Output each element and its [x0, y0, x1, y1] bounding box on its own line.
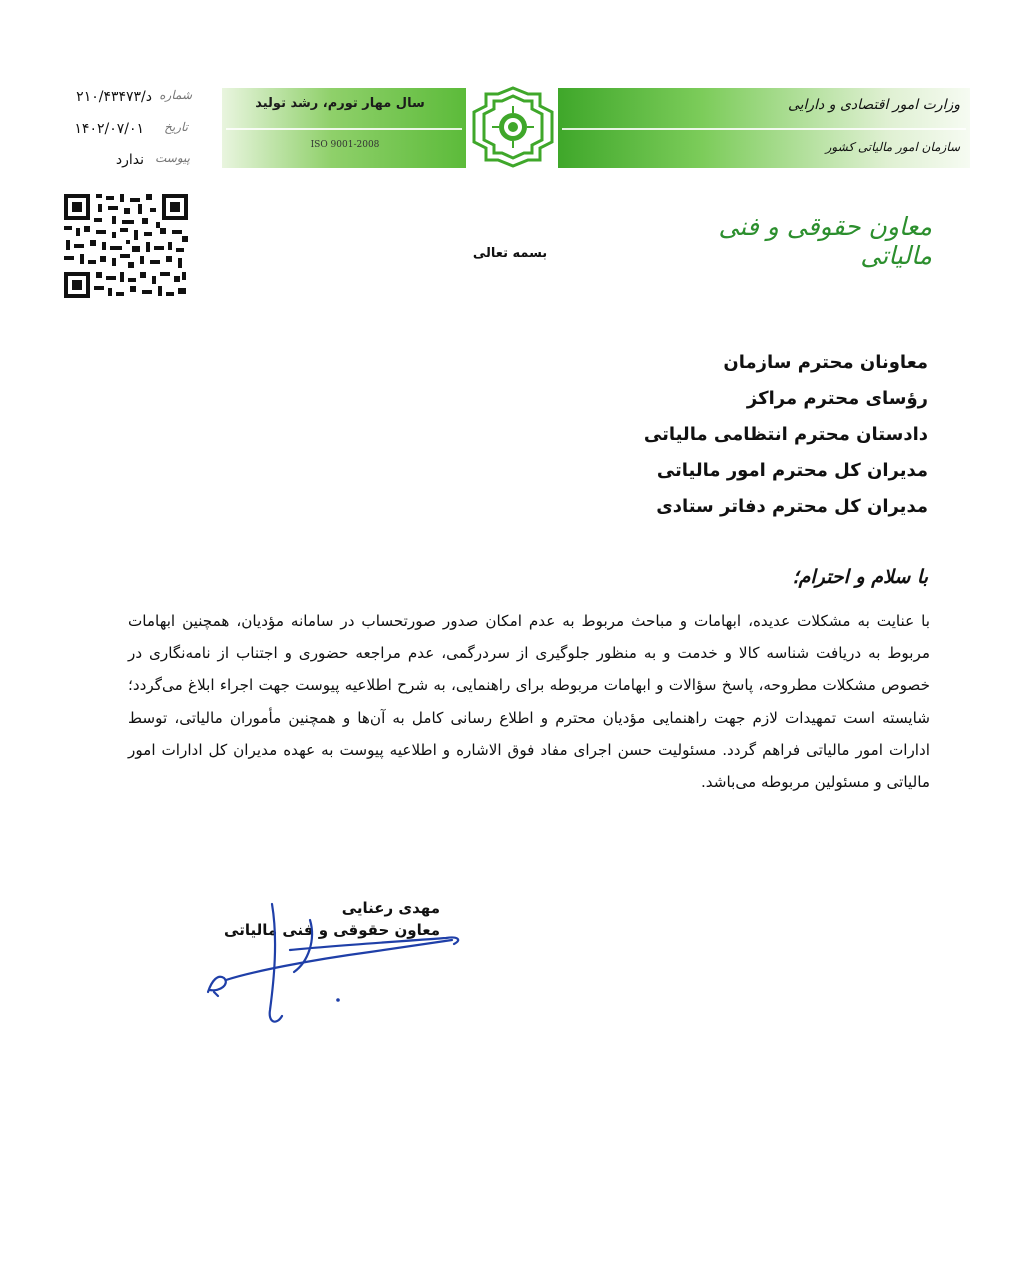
letter-body: با عنایت به مشکلات عدیده، ابهامات و مباحث مربوط به عدم امکان صدور صورتحساب در سامانه مؤدیان، همچنین ابهامات مربوط به دریافت شناسه کالا و خدمت و به منظور جلوگیری از سردرگمی، عدم مراجعه حضوری و اجتناب از نامه‌نگاری در خصوص مشکلات مطروحه، پاسخ سؤالات و ابهامات مربوطه برای راهنمایی، به شرح اطلاعیه پیوست جهت اجراء ابلاغ می‌گردد؛ شایسته است تمهیدات لازم جهت راهنمایی مؤدیان محترم و اطلاع رسانی کامل به آن‌ها و همچنین مأموران مالیاتی، توسط ادارات امور مالیاتی فراهم گردد. مسئولیت حسن اجرای مفاد فوق الاشاره و اطلاعیه پیوست به عهده مدیران کل ادارات امور مالیاتی و مسئولین مربوطه می‌باشد.: [128, 612, 930, 792]
handwritten-signature: [190, 880, 480, 1030]
tax-organization-emblem-icon: [468, 82, 558, 172]
ministry-name: وزارت امور اقتصادی و دارایی: [787, 97, 960, 113]
greeting: با سلام و احترام؛: [792, 566, 928, 588]
banner-divider: [562, 128, 966, 130]
letter-attachment: ندارد: [115, 152, 144, 168]
year-slogan: سال مهار تورم، رشد تولید: [255, 96, 425, 111]
letter-date-label: تاریخ: [164, 120, 188, 134]
banner-divider: [226, 128, 462, 130]
department-title: معاون حقوقی و فنی مالیاتی: [718, 212, 932, 270]
recipient-line: دادستان محترم انتظامی مالیاتی: [643, 424, 928, 445]
signer-name: مهدی رعنایی: [341, 899, 440, 917]
recipient-line: مدیران کل محترم امور مالیاتی: [656, 460, 928, 481]
signer-title: معاون حقوقی و فنی مالیاتی: [224, 921, 440, 939]
letter-number-label: شماره: [159, 88, 192, 102]
iso-certification: ISO 9001-2008: [310, 140, 380, 150]
organization-name: سازمان امور مالیاتی کشور: [825, 140, 960, 154]
letter-date: ۱۴۰۲/۰۷/۰۱: [74, 121, 144, 137]
recipient-line: رؤسای محترم مراکز: [746, 388, 928, 409]
bismillah-heading: بسمه تعالی: [472, 246, 548, 261]
qr-code-icon: [62, 192, 190, 300]
recipient-line: معاونان محترم سازمان: [723, 352, 928, 373]
letter-attachment-label: پیوست: [155, 151, 190, 165]
recipient-line: مدیران کل محترم دفاتر ستادی: [656, 496, 928, 517]
recipients-list: [428, 345, 928, 525]
letter-number: د/۲۱۰/۴۳۴۷۳: [76, 89, 152, 105]
